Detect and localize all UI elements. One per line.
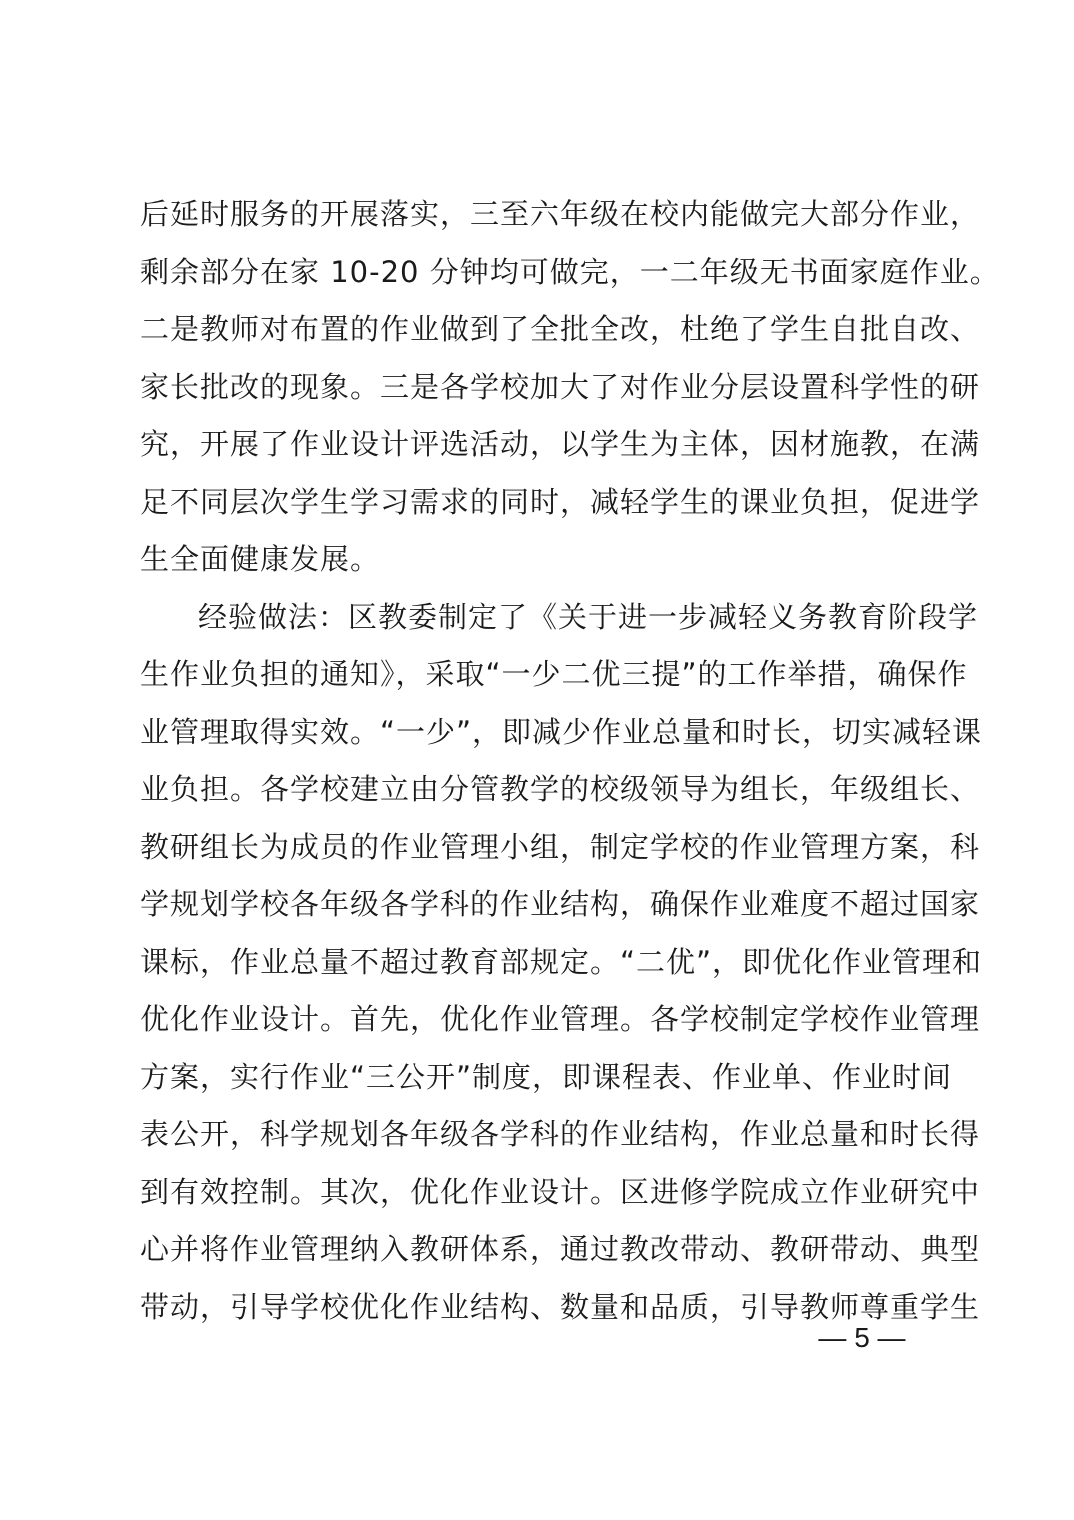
text-line: 足不同层次学生学习需求的同时，减轻学生的课业负担，促进学 (140, 484, 981, 519)
text-line: 心并将作业管理纳入教研体系，通过教改带动、教研带动、典型 (140, 1232, 981, 1266)
text-line: 生作业负担的通知》，采取“一少二优三提”的工作举措，确保作 (140, 657, 968, 691)
text-line: 业管理取得实效。“一少”，即减少作业总量和时长，切实减轻课 (140, 714, 983, 749)
text-line: 表公开，科学规划各年级各学科的作业结构，作业总量和时长得 (140, 1117, 981, 1151)
text-line: 教研组长为成员的作业管理小组，制定学校的作业管理方案，科 (140, 829, 981, 864)
page-number: — 5 — (818, 1322, 906, 1353)
text-line: 家长批改的现象。三是各学校加大了对作业分层设置科学性的研 (140, 369, 981, 404)
text-line: 业负担。各学校建立由分管教学的校级领导为组长，年级组长、 (140, 772, 981, 806)
text-line: 课标，作业总量不超过教育部规定。“二优”，即优化作业管理和 (140, 944, 983, 979)
text-line: 二是教师对布置的作业做到了全批全改，杜绝了学生自批自改、 (140, 312, 981, 346)
text-line: 经验做法：区教委制定了《关于进一步减轻义务教育阶段学 (198, 599, 979, 634)
text-line: 带动，引导学校优化作业结构、数量和品质，引导教师尊重学生 (140, 1289, 981, 1324)
text-line: 剩余部分在家 10-20 分钟均可做完，一二年级无书面家庭作业。 (140, 254, 1000, 289)
text-line: 优化作业设计。首先，优化作业管理。各学校制定学校作业管理 (140, 1002, 981, 1036)
text-line: 到有效控制。其次，优化作业设计。区进修学院成立作业研究中 (140, 1174, 981, 1209)
text-line: 学规划学校各年级各学科的作业结构，确保作业难度不超过国家 (140, 887, 981, 921)
text-line: 究，开展了作业设计评选活动，以学生为主体，因材施教，在满 (140, 427, 981, 461)
text-line: 后延时服务的开展落实，三至六年级在校内能做完大部分作业， (140, 197, 981, 231)
text-line: 生全面健康发展。 (140, 542, 381, 576)
text-line: 方案，实行作业“三公开”制度，即课程表、作业单、作业时间 (140, 1059, 953, 1094)
body-text (140, 186, 1000, 1394)
